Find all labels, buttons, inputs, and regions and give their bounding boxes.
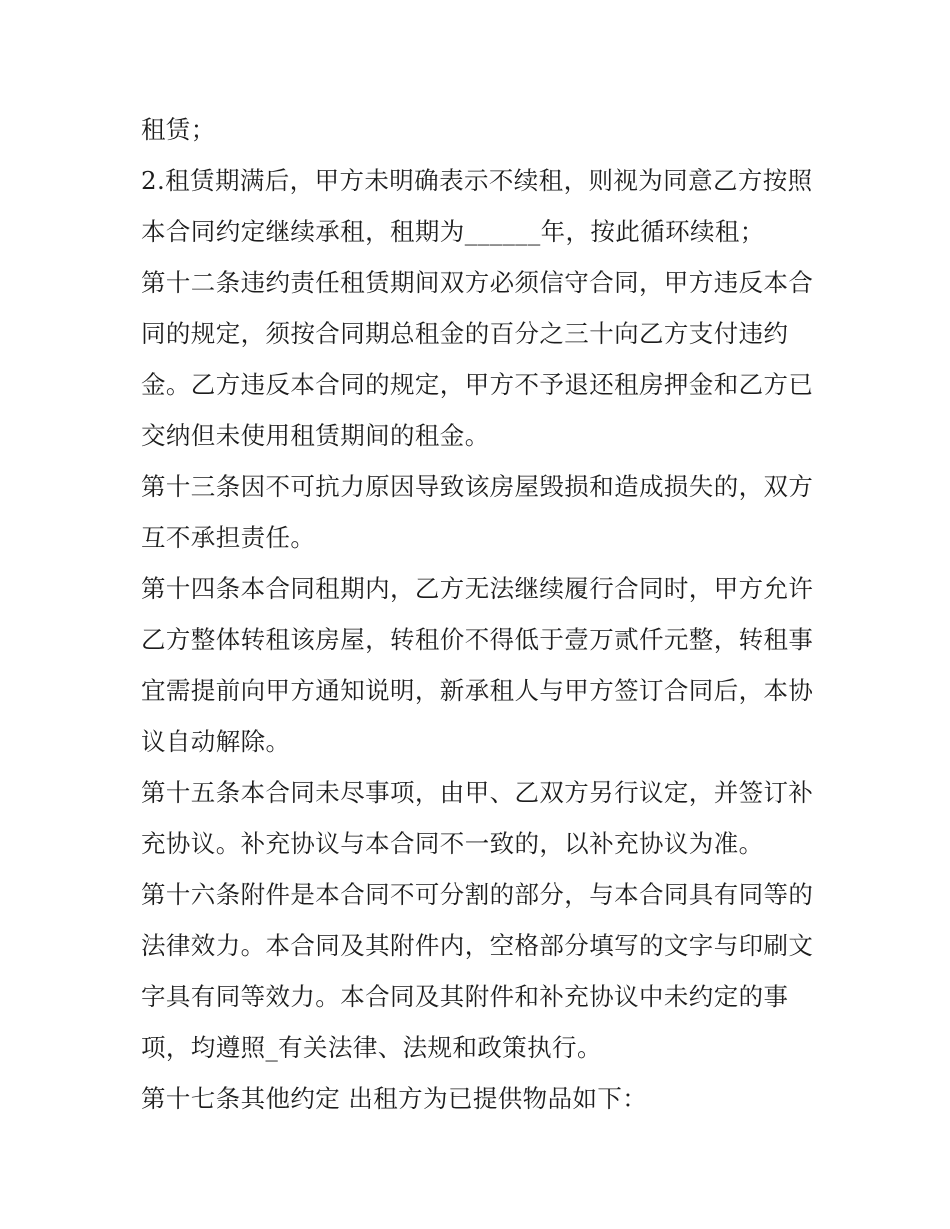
contract-text xyxy=(141,108,821,1128)
text-line: 充协议。补充协议与本合同不一致的，以补充协议为准。 xyxy=(141,829,764,858)
text-line: 金。乙方违反本合同的规定，甲方不予退还租房押金和乙方已 xyxy=(141,370,814,399)
text-line: 第十五条本合同未尽事项，由甲、乙双方另行议定，并签订补 xyxy=(141,778,814,807)
text-line: 本合同约定继续承租，租期为______年，按此循环续租； xyxy=(141,217,765,246)
text-line: 乙方整体转租该房屋，转租价不得低于壹万贰仟元整，转租事 xyxy=(141,625,814,654)
text-line: 租赁； xyxy=(141,115,216,144)
text-line: 第十四条本合同租期内，乙方无法继续履行合同时，甲方允许 xyxy=(141,574,814,603)
text-line: 项，均遵照_有关法律、法规和政策执行。 xyxy=(141,1033,602,1062)
text-line: 第十七条其他约定 出租方为已提供物品如下： xyxy=(141,1084,648,1113)
text-line: 互不承担责任。 xyxy=(141,523,316,552)
text-line: 第十三条因不可抗力原因导致该房屋毁损和造成损失的，双方 xyxy=(141,472,814,501)
text-line: 交纳但未使用租赁期间的租金。 xyxy=(141,421,490,450)
text-line: 第十六条附件是本合同不可分割的部分，与本合同具有同等的 xyxy=(141,880,814,909)
text-line: 同的规定，须按合同期总租金的百分之三十向乙方支付违约 xyxy=(141,319,789,348)
text-line: 2.租赁期满后，甲方未明确表示不续租，则视为同意乙方按照 xyxy=(141,166,813,195)
text-line: 宜需提前向甲方通知说明，新承租人与甲方签订合同后，本协 xyxy=(141,676,814,705)
text-line: 法律效力。本合同及其附件内，空格部分填写的文字与印刷文 xyxy=(141,931,814,960)
text-line: 议自动解除。 xyxy=(141,727,291,756)
text-line: 第十二条违约责任租赁期间双方必须信守合同，甲方违反本合 xyxy=(141,268,814,297)
text-line: 字具有同等效力。本合同及其附件和补充协议中未约定的事 xyxy=(141,982,789,1011)
